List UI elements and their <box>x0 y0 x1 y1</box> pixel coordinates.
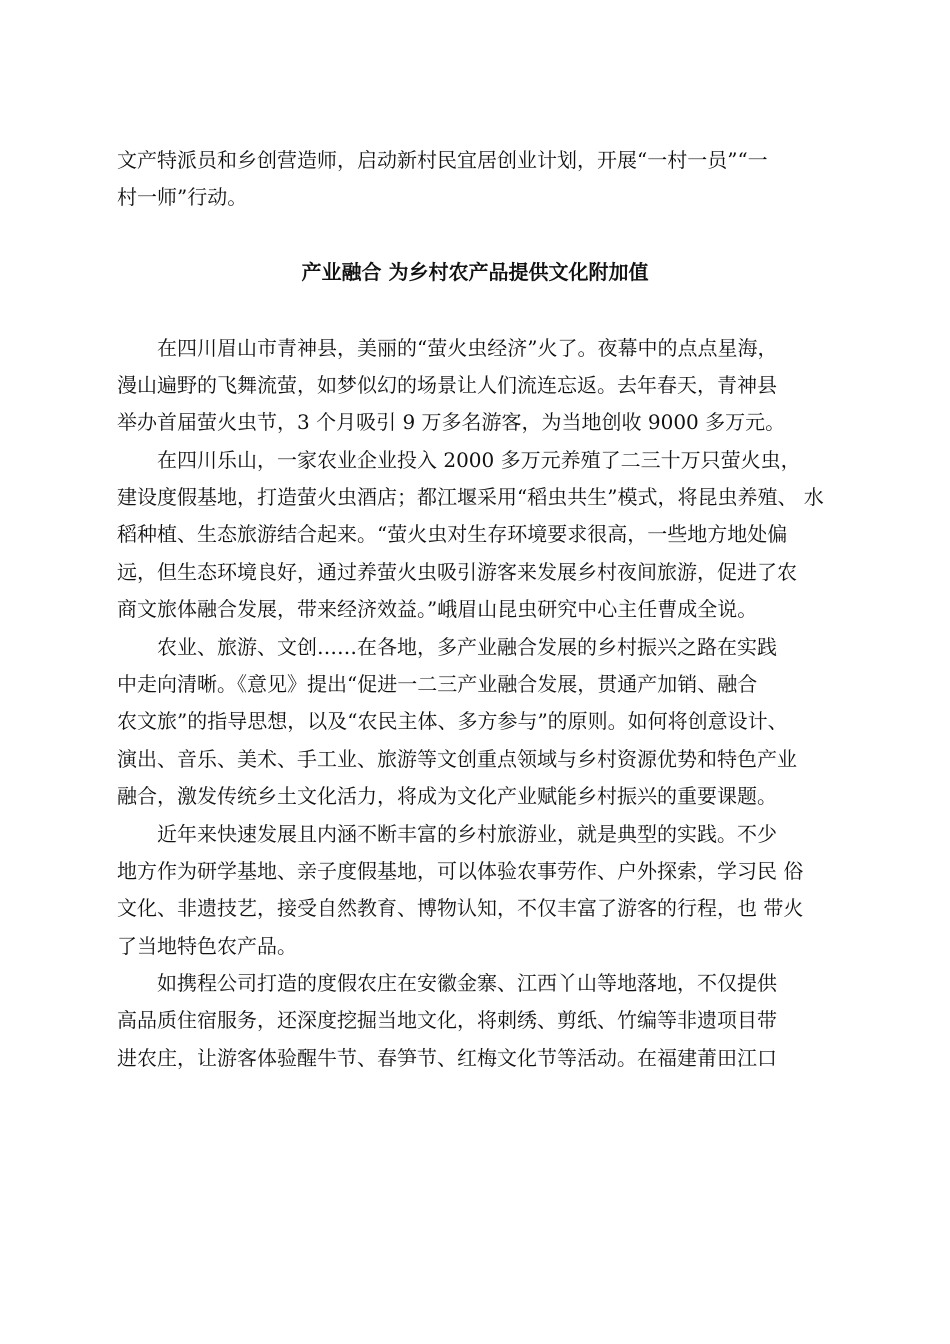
text-line: 村一师”行动。 <box>117 185 248 209</box>
text-line: 在四川眉山市青神县，美丽的“萤火虫经济”火了。夜幕中的点点星海， <box>157 336 778 360</box>
section-heading: 产业融合 为乡村农产品提供文化附加值 <box>301 260 649 284</box>
text-line: 建设度假基地，打造萤火虫酒店；都江堰采用“稻虫共生”模式，将昆虫养殖、 水 <box>117 485 824 509</box>
text-line: 地方作为研学基地、亲子度假基地，可以体验农事劳作、户外探索，学习民 俗 <box>117 859 804 883</box>
text-line: 在四川乐山，一家农业企业投入 2000 多万元养殖了二三十万只萤火虫， <box>157 448 801 472</box>
text-line: 进农庄，让游客体验醒牛节、春笋节、红梅文化节等活动。在福建莆田江口 <box>117 1046 777 1070</box>
text-line: 高品质住宿服务，还深度挖掘当地文化，将刺绣、剪纸、竹编等非遗项目带 <box>117 1008 777 1032</box>
text-line: 融合，激发传统乡土文化活力，将成为文化产业赋能乡村振兴的重要课题。 <box>117 784 777 808</box>
text-line: 演出、音乐、美术、手工业、旅游等文创重点领域与乡村资源优势和特色产业 <box>117 747 797 771</box>
text-line: 如携程公司打造的度假农庄在安徽金寨、江西丫山等地落地，不仅提供 <box>157 971 777 995</box>
text-line: 文化、非遗技艺，接受自然教育、博物认知，不仅丰富了游客的行程，也 带火 <box>117 896 804 920</box>
text-line: 中走向清晰。《意见》提出“促进一二三产业融合发展，贯通产加销、融合 <box>117 672 758 696</box>
text-line: 农文旅”的指导思想，以及“农民主体、多方参与”的原则。如何将创意设计、 <box>117 709 788 733</box>
text-line: 远，但生态环境良好，通过养萤火虫吸引游客来发展乡村夜间旅游，促进了农 <box>117 560 797 584</box>
text-line: 近年来快速发展且内涵不断丰富的乡村旅游业，就是典型的实践。不少 <box>157 822 777 846</box>
text-line: 文产特派员和乡创营造师，启动新村民宜居创业计划，开展“一村一员”“一 <box>117 148 768 172</box>
text-line: 漫山遍野的飞舞流萤，如梦似幻的场景让人们流连忘返。去年春天，青神县 <box>117 373 777 397</box>
text-line: 稻种植、生态旅游结合起来。“萤火虫对生存环境要求很高，一些地方地处偏 <box>117 522 788 546</box>
text-line: 农业、旅游、文创……在各地，多产业融合发展的乡村振兴之路在实践 <box>157 635 777 659</box>
text-line: 举办首届萤火虫节，3 个月吸引 9 万多名游客，为当地创收 9000 多万元。 <box>117 410 786 434</box>
text-line: 了当地特色农产品。 <box>117 934 297 958</box>
text-line: 商文旅体融合发展，带来经济效益。”峨眉山昆虫研究中心主任曹成全说。 <box>117 597 758 621</box>
